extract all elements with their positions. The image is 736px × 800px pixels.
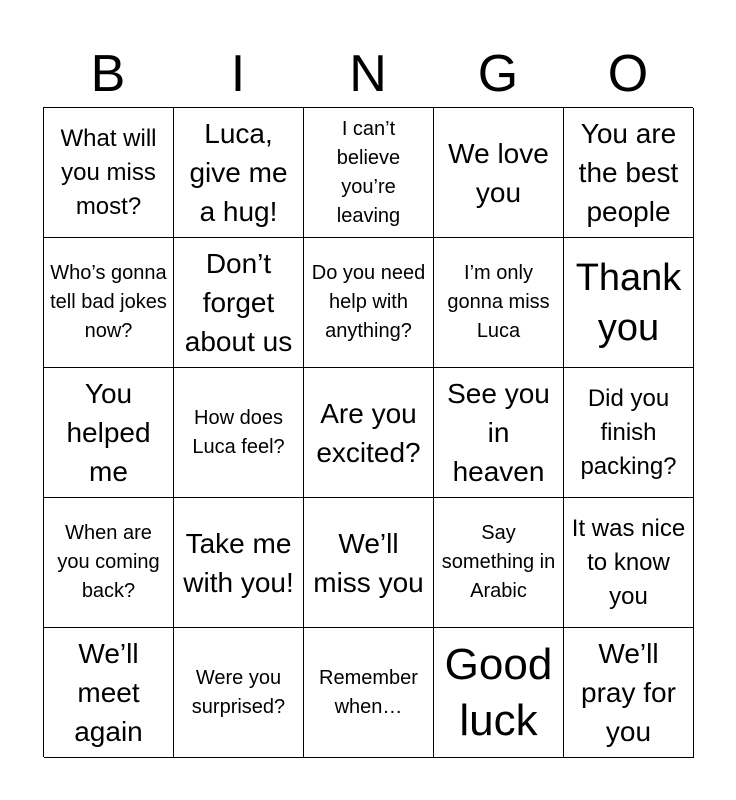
- cell-text: Thank you: [575, 256, 682, 349]
- bingo-cell[interactable]: [564, 238, 694, 368]
- bingo-board: [43, 107, 693, 757]
- cell-text: We love you: [448, 137, 549, 208]
- bingo-cell[interactable]: [434, 238, 564, 368]
- header-letter-o: O: [607, 45, 649, 103]
- bingo-cell[interactable]: [434, 368, 564, 498]
- bingo-cell[interactable]: [304, 628, 434, 758]
- bingo-cell[interactable]: [564, 108, 694, 238]
- cell-text: We’ll miss you: [313, 527, 424, 598]
- cell-text: How does Luca feel?: [192, 406, 285, 458]
- cell-text: It was nice to know you: [571, 514, 686, 610]
- cell-text: Do you need help with anything?: [311, 262, 426, 342]
- bingo-header: [43, 40, 693, 108]
- cell-text: What will you miss most?: [60, 124, 157, 220]
- bingo-cell[interactable]: [174, 628, 304, 758]
- cell-text: We’ll pray for you: [581, 638, 676, 747]
- bingo-cell[interactable]: [174, 238, 304, 368]
- cell-text: Take me with you!: [183, 527, 294, 598]
- header-letter-g: G: [477, 45, 519, 103]
- cell-text: When are you coming back?: [57, 522, 160, 602]
- cell-text: Don’t forget about us: [184, 248, 293, 357]
- cell-text: Good luck: [444, 639, 553, 745]
- bingo-cell[interactable]: [564, 368, 694, 498]
- bingo-cell[interactable]: [304, 108, 434, 238]
- bingo-cell[interactable]: [564, 628, 694, 758]
- header-letter-n: N: [349, 45, 387, 103]
- cell-text: You helped me: [66, 378, 151, 487]
- bingo-cell[interactable]: [434, 108, 564, 238]
- bingo-cell[interactable]: [44, 498, 174, 628]
- cell-text: Say something in Arabic: [441, 522, 556, 602]
- bingo-cell[interactable]: [174, 108, 304, 238]
- cell-text: Remember when…: [319, 666, 418, 718]
- bingo-cell[interactable]: [44, 628, 174, 758]
- cell-text: Luca, give me a hug!: [189, 118, 288, 227]
- bingo-cell[interactable]: [44, 108, 174, 238]
- header-letter-b: B: [90, 45, 126, 103]
- cell-text: You are the best people: [578, 118, 679, 227]
- header-letter-i: I: [230, 45, 246, 103]
- bingo-cell[interactable]: [564, 498, 694, 628]
- bingo-cell[interactable]: [304, 498, 434, 628]
- bingo-cell[interactable]: [174, 368, 304, 498]
- bingo-cell[interactable]: [304, 368, 434, 498]
- bingo-cell[interactable]: [434, 498, 564, 628]
- bingo-cell[interactable]: [44, 368, 174, 498]
- cell-text: I’m only gonna miss Luca: [447, 262, 550, 342]
- bingo-cell[interactable]: [434, 628, 564, 758]
- cell-text: We’ll meet again: [74, 638, 143, 747]
- cell-text: Are you excited?: [316, 397, 421, 468]
- cell-text: Did you finish packing?: [580, 384, 677, 480]
- cell-text: I can’t believe you’re leaving: [336, 117, 401, 227]
- bingo-cell[interactable]: [174, 498, 304, 628]
- cell-text: See you in heaven: [447, 378, 550, 487]
- cell-text: Were you surprised?: [191, 666, 286, 718]
- bingo-cell[interactable]: [44, 238, 174, 368]
- bingo-cell[interactable]: [304, 238, 434, 368]
- cell-text: Who’s gonna tell bad jokes now?: [50, 262, 167, 342]
